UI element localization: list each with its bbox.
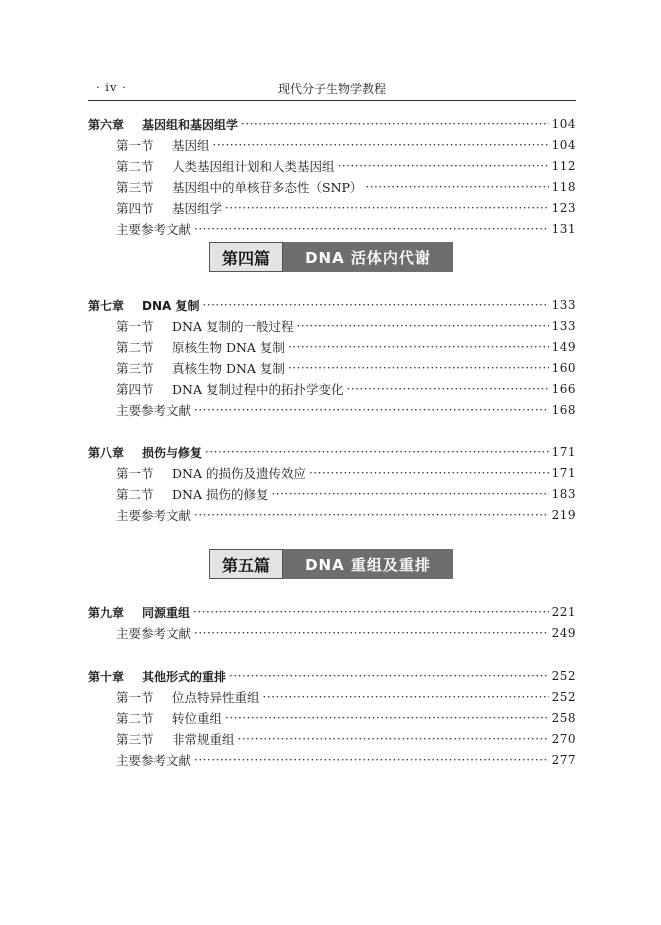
book-title: 现代分子生物学教程: [277, 82, 386, 96]
dot-leader: [193, 603, 549, 621]
section-number: 第四节: [116, 382, 154, 397]
page-ref: 160: [551, 361, 576, 375]
part-title: DNA 重组及重排: [283, 549, 453, 579]
chapter-number: 第九章: [88, 605, 125, 620]
section-title: DNA 复制过程中的拓扑学变化: [172, 382, 344, 397]
toc-section[interactable]: [116, 709, 576, 727]
page-ref: 183: [551, 487, 576, 501]
dot-leader: [288, 338, 549, 356]
toc-section[interactable]: [116, 338, 576, 356]
toc-section[interactable]: [116, 380, 576, 398]
dot-leader: [296, 317, 548, 335]
toc-chapter-8[interactable]: [88, 443, 576, 461]
dot-leader: [213, 136, 549, 154]
section-title: 原核生物 DNA 复制: [172, 340, 285, 355]
dot-leader: [229, 667, 549, 685]
page-ref: 166: [551, 382, 576, 396]
page-ref: 252: [551, 669, 576, 683]
page-ref: 270: [551, 732, 576, 746]
page-ref: 277: [551, 753, 576, 767]
part-label: 第四篇: [209, 242, 283, 272]
dot-leader: [194, 401, 549, 419]
page-number: · iv ·: [96, 80, 127, 94]
section-number: 第四节: [116, 201, 154, 216]
toc-chapter-9[interactable]: [88, 603, 576, 621]
page-ref: 149: [551, 340, 576, 354]
section-number: 第三节: [116, 361, 154, 376]
dot-leader: [309, 464, 549, 482]
page-ref: 112: [551, 159, 576, 173]
section-number: 第一节: [116, 466, 154, 481]
toc-section[interactable]: [116, 157, 576, 175]
page-ref: 133: [551, 298, 576, 312]
dot-leader: [238, 730, 549, 748]
references-title: 主要参考文献: [116, 222, 192, 237]
dot-leader: [194, 220, 549, 238]
references-title: 主要参考文献: [116, 403, 192, 418]
references-title: 主要参考文献: [116, 626, 192, 641]
section-title: 人类基因组计划和人类基因组: [172, 159, 335, 174]
dot-leader: [263, 688, 549, 706]
section-title: 转位重组: [172, 711, 223, 726]
section-title: 非常规重组: [172, 732, 235, 747]
header-rule: [88, 100, 576, 101]
section-number: 第一节: [116, 138, 154, 153]
chapter-title: DNA 复制: [142, 298, 200, 313]
page-ref: 104: [551, 138, 576, 152]
references-title: 主要参考文献: [116, 508, 192, 523]
chapter-number: 第八章: [88, 445, 125, 460]
toc-references[interactable]: [116, 506, 576, 524]
section-number: 第三节: [116, 180, 154, 195]
toc-chapter-10[interactable]: [88, 667, 576, 685]
page-ref: 219: [551, 508, 576, 522]
page-ref: 123: [551, 201, 576, 215]
section-number: 第二节: [116, 487, 154, 502]
chapter-number: 第七章: [88, 298, 125, 313]
chapter-number: 第六章: [88, 117, 125, 132]
toc-section[interactable]: [116, 730, 576, 748]
chapter-title: 损伤与修复: [142, 445, 203, 460]
section-title: 基因组: [172, 138, 210, 153]
dot-leader: [338, 157, 549, 175]
part-banner-4: [209, 242, 453, 272]
section-number: 第二节: [116, 159, 154, 174]
chapter-title: 基因组和基因组学: [142, 117, 239, 132]
toc-references[interactable]: [116, 220, 576, 238]
part-title: DNA 活体内代谢: [283, 242, 453, 272]
toc-references[interactable]: [116, 751, 576, 769]
page-ref: 168: [551, 403, 576, 417]
part-banner-5: [209, 549, 453, 579]
chapter-title: 其他形式的重排: [142, 669, 227, 684]
chapter-number: 第十章: [88, 669, 125, 684]
toc-chapter-6[interactable]: [88, 115, 576, 133]
section-title: 真核生物 DNA 复制: [172, 361, 285, 376]
page-ref: 249: [551, 626, 576, 640]
page-ref: 118: [551, 180, 576, 194]
chapter-title: 同源重组: [142, 605, 191, 620]
toc-section[interactable]: [116, 359, 576, 377]
dot-leader: [288, 359, 549, 377]
toc-chapter-7[interactable]: [88, 296, 576, 314]
section-number: 第一节: [116, 690, 154, 705]
page-ref: 104: [551, 117, 576, 131]
page-ref: 221: [551, 605, 576, 619]
dot-leader: [205, 443, 549, 461]
toc-section[interactable]: [116, 199, 576, 217]
toc-section[interactable]: [116, 485, 576, 503]
section-title: DNA 损伤的修复: [172, 487, 269, 502]
section-title: 基因组学: [172, 201, 223, 216]
toc-section[interactable]: [116, 464, 576, 482]
section-title: DNA 的损伤及遗传效应: [172, 466, 306, 481]
dot-leader: [194, 624, 549, 642]
running-head: [88, 80, 576, 96]
dot-leader: [225, 199, 549, 217]
toc-section[interactable]: [116, 136, 576, 154]
references-title: 主要参考文献: [116, 753, 192, 768]
dot-leader: [194, 751, 549, 769]
toc-references[interactable]: [116, 401, 576, 419]
toc-section[interactable]: [116, 178, 576, 196]
toc-section[interactable]: [116, 688, 576, 706]
dot-leader: [365, 178, 548, 196]
section-title: 基因组中的单核苷多态性（SNP）: [172, 180, 363, 195]
toc-section[interactable]: [116, 317, 576, 335]
page-ref: 171: [551, 466, 576, 480]
section-number: 第二节: [116, 340, 154, 355]
section-number: 第一节: [116, 319, 154, 334]
part-label: 第五篇: [209, 549, 283, 579]
section-number: 第三节: [116, 732, 154, 747]
page-ref: 131: [551, 222, 576, 236]
page-ref: 252: [551, 690, 576, 704]
toc-references[interactable]: [116, 624, 576, 642]
dot-leader: [225, 709, 549, 727]
page-ref: 171: [551, 445, 576, 459]
section-title: 位点特异性重组: [172, 690, 260, 705]
page-ref: 133: [551, 319, 576, 333]
page-ref: 258: [551, 711, 576, 725]
dot-leader: [346, 380, 548, 398]
dot-leader: [194, 506, 549, 524]
section-title: DNA 复制的一般过程: [172, 319, 294, 334]
dot-leader: [202, 296, 548, 314]
dot-leader: [271, 485, 548, 503]
dot-leader: [241, 115, 549, 133]
section-number: 第二节: [116, 711, 154, 726]
